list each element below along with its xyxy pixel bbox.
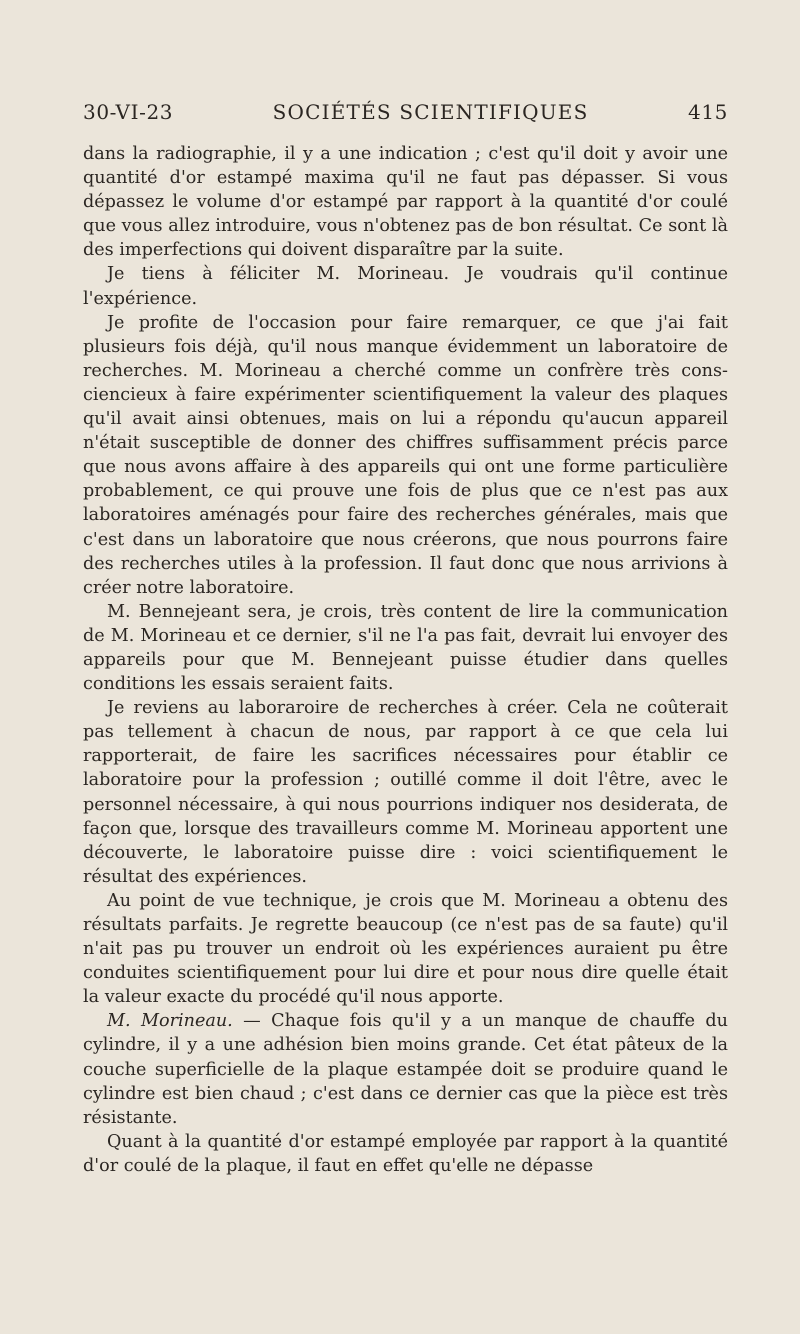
paragraph-text: — Chaque fois qu'il y a un manque de chauffe du cylindre, il y a une adhésion bien moins grande. Cet état pâteux de la couche superficielle de la plaque estampée doit se produire quand le cylindre est bien chaud ; c'est dans ce dernier cas que la pièce est très résistante. [83,1011,728,1128]
paragraph [83,1009,728,1129]
paragraph [83,1130,728,1178]
paragraph-text: dans la radiographie, il y a une indication ; c'est qu'il doit y avoir une quantité d'or estampé maxima qu'il ne faut pas dépasser. Si vous dépassez le volume d'or estampé par rapport à la quantité d'or coulé que vous allez introduire, vous n'obtenez pas de bon résultat. Ce sont là des imperfections qui doivent disparaître par la suite. [83,144,728,261]
paragraph-text: Je tiens à féliciter M. Morineau. Je voudrais qu'il continue l'expérience. [83,264,728,309]
issue-date: 30-VI-23 [83,100,174,124]
body-text [83,142,728,1178]
paragraph-text: Quant à la quantité d'or estampé employée par rapport à la quantité d'or coulé de la plaque, il faut en effet qu'elle ne dépasse [83,1131,728,1176]
paragraph [83,696,728,889]
section-title: SOCIÉTÉS SCIENTIFIQUES [272,100,589,124]
page-number: 415 [688,100,728,124]
paragraph-text: M. Bennejeant sera, je crois, très content de lire la communication de M. Morineau et ce dernier, s'il ne l'a pas fait, devrait lui envoyer des appareils pour que M. Bennejeant puisse étudier dans quelles conditions les essais seraient faits. [83,601,728,695]
paragraph [83,311,728,600]
speaker-name: M. Morineau. [107,1011,233,1032]
paragraph-text: Je reviens au laboraroire de recherches à créer. Cela ne coûterait pas tellement à chacun de nous, par rapport à ce que cela lui rapporterait, de faire les sacrifices nécessaires pour établir ce laboratoire pour la profession ; outillé comme il doit l'être, avec le personnel nécessaire, à qui nous pourrions indiquer nos desiderata, de façon que, lorsque des travailleurs comme M. Morineau apportent une découverte, le laboratoire puisse dire : voici scientifiquement le résultat des expériences. [83,698,728,887]
paragraph [83,889,728,1009]
paragraph [83,600,728,696]
paragraph-text: Au point de vue technique, je crois que M. Morineau a obtenu des résultats parfaits. Je regrette beaucoup (ce n'est pas de sa faute) qu'il n'ait pas pu trouver un endroit où les expériences auraient pu être conduites scientifiquement pour lui dire et pour nous dire quelle était la valeur exacte du procédé qu'il nous apporte. [83,890,728,1008]
paragraph-text: Je profite de l'occasion pour faire remarquer, ce que j'ai fait plusieurs fois déjà, qu'il nous manque évidemment un laboratoire de recherches. M. Morineau a cherché comme un confrère très consciencieux à faire expérimenter scientifiquement la valeur des plaques qu'il avait ainsi obtenues, mais on lui a répondu qu'aucun appareil n'était susceptible de donner des chiffres suffisamment précis parce que nous avons affaire à des appareils qui ont une forme particulière probablement, ce qui prouve une fois de plus que ce n'est pas aux laboratoires aménagés pour faire des recherches générales, mais que c'est dans un laboratoire que nous créerons, que nous pourrons faire des recherches utiles à la profession. Il faut donc que nous arrivions à créer notre laboratoire. [83,312,728,598]
running-header [83,100,728,130]
paragraph [83,142,728,262]
paragraph [83,262,728,310]
